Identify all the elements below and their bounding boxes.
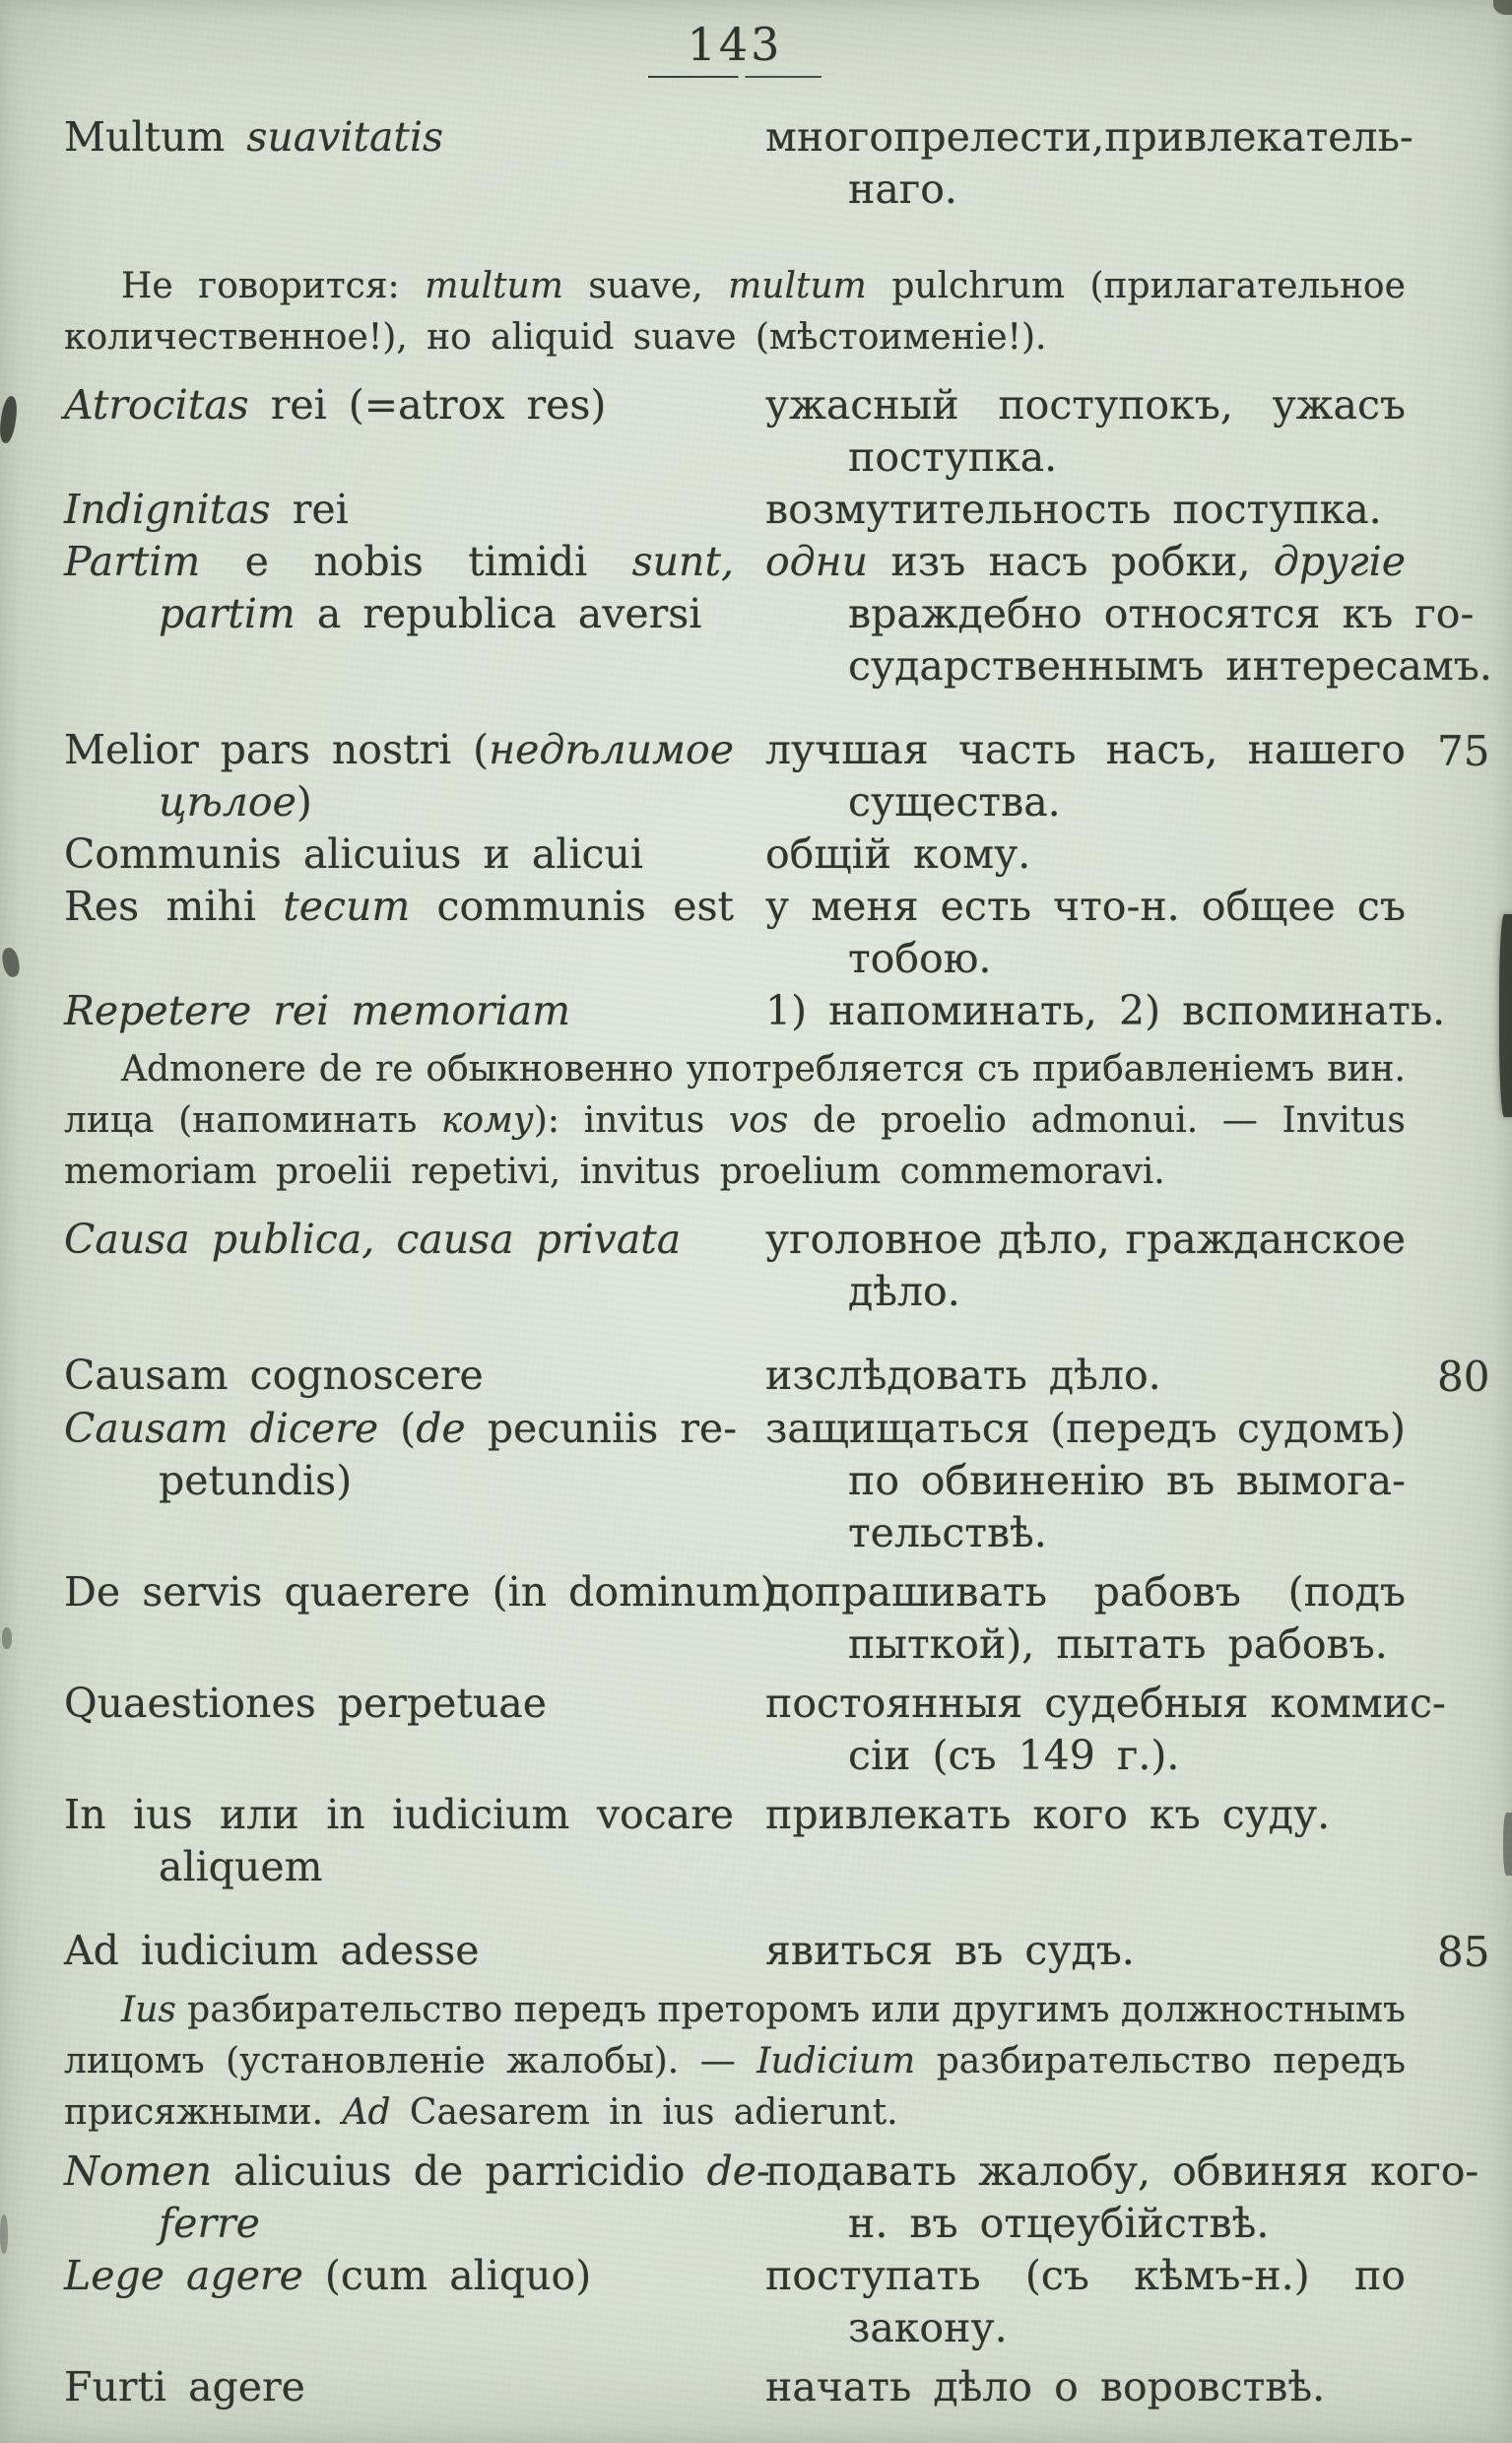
- russian-line: поступка.: [848, 433, 1058, 481]
- latin-phrase: [64, 111, 734, 216]
- note-paragraph: [64, 1985, 1406, 2139]
- russian-line: защищаться (передъ судомъ): [765, 1405, 1406, 1452]
- note-line: присяжными. Ad Caesarem in ius adierunt.: [64, 2092, 898, 2133]
- latin-phrase: [64, 1403, 738, 1559]
- scan-smudge-left-middle: [0, 947, 22, 979]
- entry-row: [64, 2361, 1482, 2413]
- margin-line-number: [1437, 484, 1481, 536]
- latin-phrase: [64, 1214, 734, 1318]
- russian-translation: [765, 1789, 1406, 1893]
- note-paragraph: [64, 261, 1406, 363]
- entry-row: [64, 536, 1492, 693]
- latin-line: Causam dicere (de pecuniis re-: [64, 1405, 738, 1452]
- note-row: [64, 1985, 1482, 2139]
- russian-line: много прелести, привлекатель-: [765, 113, 1413, 161]
- russian-translation: [765, 828, 1406, 881]
- latin-phrase: [64, 828, 734, 881]
- page-number: 143: [687, 18, 783, 71]
- russian-translation: [765, 1350, 1406, 1403]
- margin-line-number: [1437, 1566, 1481, 1671]
- latin-phrase: [64, 1789, 734, 1893]
- entry-row: [64, 828, 1482, 881]
- russian-line: 1) напоминать, 2) вспоминать.: [765, 987, 1446, 1034]
- note-paragraph: [64, 1044, 1406, 1198]
- russian-line: постоянныя судебныя коммис-: [765, 1680, 1446, 1727]
- scan-corner-top-right: [1493, 0, 1512, 15]
- latin-line: Furti agere: [64, 2363, 305, 2410]
- russian-line: сіи (съ 149 г.).: [848, 1732, 1180, 1779]
- page-number-rule: [648, 76, 822, 78]
- latin-phrase: [64, 2250, 734, 2354]
- russian-line: общій кому.: [765, 830, 1031, 878]
- margin-line-number: [1437, 2361, 1481, 2413]
- entry-row: [64, 985, 1482, 1037]
- latin-line: petundis): [159, 1457, 353, 1504]
- margin-line-number: 85: [1437, 1928, 1490, 1976]
- russian-translation: [765, 881, 1406, 985]
- phrasebook-text-block: [64, 111, 1492, 2413]
- russian-line: одни изъ насъ робки, другіе: [765, 538, 1406, 585]
- russian-translation: [765, 379, 1406, 484]
- entry-row: [64, 484, 1482, 536]
- margin-line-number: [1437, 2250, 1481, 2354]
- russian-translation: [765, 484, 1406, 536]
- note-row: [64, 1044, 1482, 1198]
- russian-line: начать дѣло о воровствѣ.: [765, 2363, 1326, 2410]
- latin-line: Indignitas rei: [64, 486, 349, 533]
- entry-row: [64, 1678, 1482, 1782]
- note-line: Ius разбирательство передъ преторомъ или другимъ должностнымъ: [121, 1990, 1406, 2030]
- latin-line: Repetere rei memoriam: [64, 987, 571, 1034]
- margin-line-number: [1437, 828, 1481, 881]
- russian-line: привлекать кого къ суду.: [765, 1791, 1331, 1838]
- scan-smudge-left-lower: [2, 1627, 12, 1649]
- latin-phrase: [64, 881, 734, 985]
- latin-line: Atrocitas rei (=atrox res): [64, 381, 607, 429]
- russian-line: тобою.: [848, 935, 992, 982]
- russian-line: наго.: [848, 165, 957, 213]
- margin-line-number: [1437, 379, 1481, 484]
- russian-line: сударственнымъ интересамъ.: [848, 642, 1492, 690]
- latin-phrase: [64, 379, 734, 484]
- latin-line: partim a republica aversi: [159, 590, 702, 637]
- latin-phrase: [64, 536, 734, 693]
- latin-phrase: [64, 484, 734, 536]
- latin-line: Lege agere (cum aliquo): [64, 2252, 592, 2299]
- russian-line: существа.: [848, 778, 1061, 825]
- russian-translation: [765, 1925, 1406, 1978]
- russian-line: подавать жалобу, обвиняя кого-: [765, 2147, 1479, 2195]
- latin-line: De servis quaerere (in dominum): [64, 1568, 776, 1616]
- russian-translation: [765, 2361, 1406, 2413]
- russian-line: по обвиненію въ вымога-: [848, 1457, 1406, 1504]
- russian-line: у меня есть что-н. общее съ: [765, 883, 1406, 930]
- russian-translation: [765, 1403, 1406, 1559]
- latin-phrase: [64, 985, 734, 1037]
- russian-line: возмутительность поступка.: [765, 486, 1382, 533]
- latin-line: aliquem: [159, 1843, 323, 1890]
- margin-line-number: 80: [1437, 1353, 1490, 1401]
- latin-line: Causa publica, causa privata: [64, 1216, 682, 1263]
- latin-line: Res mihi tecum communis est: [64, 883, 734, 930]
- entry-row: [64, 724, 1490, 828]
- latin-line: Communis alicuius и alicui: [64, 830, 644, 878]
- latin-line: Quaestiones perpetuae: [64, 1680, 548, 1727]
- margin-line-number: [1437, 1678, 1481, 1782]
- note-line: лица (напоминать кому): invitus vos de proelio admonui. — Invitus: [64, 1100, 1406, 1141]
- russian-line: уголовное дѣло, гражданское: [765, 1216, 1406, 1263]
- russian-line: закону.: [848, 2304, 1008, 2351]
- entry-row: [64, 2146, 1482, 2250]
- latin-line: Partim e nobis timidi sunt,: [64, 538, 734, 585]
- scan-smudge-left-bottom: [0, 2214, 8, 2254]
- entry-row: [64, 379, 1482, 484]
- latin-phrase: [64, 1350, 734, 1403]
- latin-phrase: [64, 724, 734, 828]
- latin-phrase: [64, 1566, 776, 1671]
- russian-line: ужасный поступокъ, ужасъ: [765, 381, 1406, 429]
- margin-line-number: [1437, 111, 1481, 216]
- latin-phrase: [64, 2146, 770, 2250]
- russian-line: враждебно относятся къ го-: [848, 590, 1475, 637]
- russian-line: явиться въ судъ.: [765, 1927, 1135, 1974]
- margin-line-number: [1437, 985, 1481, 1037]
- russian-translation: [765, 985, 1446, 1037]
- latin-line: In ius или in iudicium vocare: [64, 1791, 734, 1838]
- entry-row: [64, 111, 1482, 216]
- russian-line: пыткой), пытать рабовъ.: [848, 1620, 1388, 1668]
- note-line: memoriam proelii repetivi, invitus proelium commemoravi.: [64, 1152, 1165, 1192]
- page-header: [64, 0, 1406, 78]
- latin-line: ferre: [159, 2200, 260, 2247]
- russian-translation: [765, 1214, 1406, 1318]
- latin-phrase: [64, 2361, 734, 2413]
- russian-translation: [765, 111, 1413, 216]
- scan-smudge-left-top: [0, 395, 19, 444]
- entry-row: [64, 881, 1482, 985]
- russian-line: н. въ отцеубійствѣ.: [848, 2200, 1270, 2247]
- entry-row: [64, 1350, 1490, 1403]
- russian-translation: [765, 2146, 1479, 2250]
- margin-line-number: 75: [1437, 727, 1490, 775]
- russian-line: изслѣдовать дѣло.: [765, 1352, 1161, 1399]
- latin-line: Causam cognoscere: [64, 1352, 484, 1399]
- note-line: Не говорится: multum suave, multum pulchrum (прилагательное: [121, 266, 1406, 306]
- entry-row: [64, 2250, 1482, 2354]
- margin-line-number: [1437, 2146, 1481, 2250]
- margin-line-number: [1437, 1214, 1481, 1318]
- russian-line: лучшая часть насъ, нашего: [765, 726, 1406, 773]
- russian-translation: [765, 536, 1492, 693]
- entry-row: [64, 1403, 1482, 1559]
- latin-phrase: [64, 1925, 734, 1978]
- note-line: лицомъ (установленіе жалобы). — Iudicium разбирательство передъ: [64, 2041, 1406, 2081]
- entry-row: [64, 1925, 1490, 1978]
- entry-row: [64, 1566, 1482, 1671]
- margin-line-number: [1437, 1403, 1481, 1559]
- latin-line: цѣлое): [159, 778, 312, 825]
- latin-line: Ad iudicium adesse: [64, 1927, 480, 1974]
- entry-row: [64, 1789, 1482, 1893]
- scan-edge-right-strip: [1499, 914, 1512, 1117]
- scan-edge-right-mark: [1503, 1813, 1512, 1876]
- margin-line-number: [1437, 1789, 1481, 1893]
- entry-row: [64, 1214, 1482, 1318]
- note-line: Admonere de re обыкновенно употребляется съ прибавленіемъ вин.: [121, 1049, 1406, 1089]
- russian-translation: [765, 1678, 1446, 1782]
- russian-line: поступать (съ кѣмъ-н.) по: [765, 2252, 1406, 2299]
- margin-line-number: [1437, 536, 1481, 693]
- note-row: [64, 261, 1482, 363]
- latin-line: Multum suavitatis: [64, 113, 444, 161]
- russian-translation: [765, 2250, 1406, 2354]
- latin-line: Melior pars nostri (недѣлимое: [64, 726, 734, 773]
- russian-line: допрашивать рабовъ (подъ: [765, 1568, 1406, 1616]
- note-line: количественное!), но aliquid suave (мѣстоименіе!).: [64, 317, 1047, 358]
- latin-phrase: [64, 1678, 734, 1782]
- russian-line: дѣло.: [848, 1268, 960, 1315]
- russian-translation: [765, 724, 1406, 828]
- latin-line: Nomen alicuius de parricidio de-: [64, 2147, 770, 2195]
- margin-line-number: [1437, 881, 1481, 985]
- russian-translation: [765, 1566, 1406, 1671]
- russian-line: тельствѣ.: [848, 1509, 1047, 1556]
